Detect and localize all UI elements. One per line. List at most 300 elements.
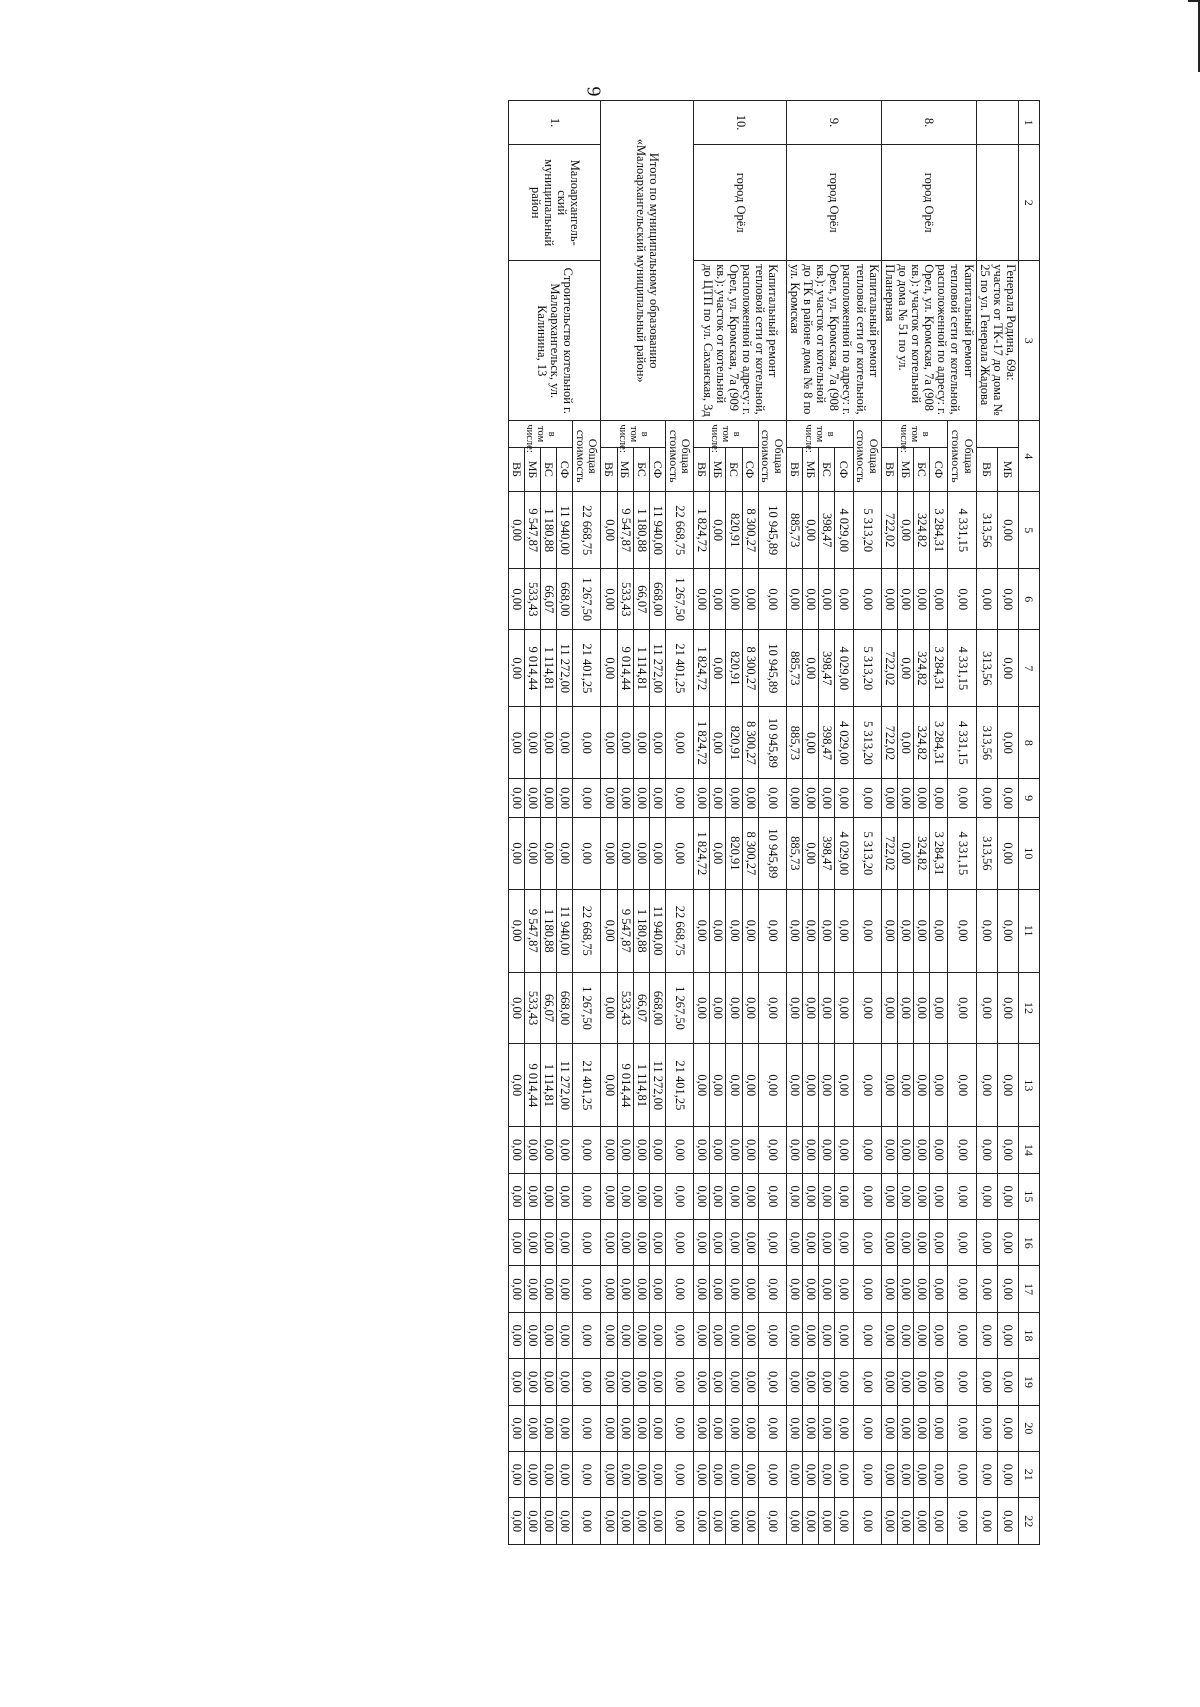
row16-cell7: 0,00 — [710, 817, 726, 889]
row23-cell21: 0,00 — [573, 1452, 601, 1498]
header-col-8: 8 — [1019, 707, 1040, 779]
row25-cell7: 0,00 — [541, 817, 557, 889]
row2-cell9: 0,00 — [976, 972, 997, 1044]
row11-cell10: 0,00 — [803, 1044, 819, 1127]
row27-cell10: 0,00 — [508, 1044, 524, 1127]
row20-cell16: 0,00 — [633, 1359, 649, 1405]
row15-cell15: 0,00 — [726, 1312, 742, 1358]
row2-cell12: 0,00 — [976, 1173, 997, 1219]
row18-cell9: 22 668,75 — [666, 889, 694, 972]
row10-cell1: БС — [819, 447, 835, 491]
row24-cell8: 0,00 — [557, 817, 573, 889]
row6-cell19: 0,00 — [897, 1498, 913, 1545]
row1-cell14: 0,00 — [997, 1044, 1018, 1127]
row8-cell7: 5 313,20 — [853, 630, 881, 707]
row23-cell16: 0,00 — [573, 1220, 601, 1266]
row20-cell3: 66,07 — [633, 569, 649, 630]
row23-cell15: 0,00 — [573, 1173, 601, 1219]
row21-cell12: 0,00 — [617, 1173, 633, 1219]
row7-cell9: 0,00 — [881, 972, 897, 1044]
row20-cell17: 0,00 — [633, 1405, 649, 1451]
row20-cell18: 0,00 — [633, 1452, 649, 1498]
header-col-16: 16 — [1019, 1220, 1040, 1266]
header-col-6: 6 — [1019, 569, 1040, 630]
row7-cell3: 0,00 — [881, 569, 897, 630]
row17-cell12: 0,00 — [694, 1173, 710, 1219]
row5-cell4: 324,82 — [914, 630, 930, 707]
row6-cell8: 0,00 — [897, 889, 913, 972]
row23-cell9: 0,00 — [573, 779, 601, 818]
row4-cell3: 3 284,31 — [930, 492, 948, 569]
row18-cell2: Общая стоимость — [666, 421, 694, 492]
row27-cell11: 0,00 — [508, 1127, 524, 1173]
row2-cell8: 0,00 — [976, 889, 997, 972]
row12-cell15: 0,00 — [786, 1312, 802, 1358]
row20-cell7: 0,00 — [633, 817, 649, 889]
row6-cell2: 0,00 — [897, 492, 913, 569]
row16-cell2: 0,00 — [710, 492, 726, 569]
row11-cell18: 0,00 — [803, 1452, 819, 1498]
row13-cell17: 0,00 — [758, 1266, 786, 1312]
row7-cell19: 0,00 — [881, 1498, 897, 1545]
row9-cell4: 0,00 — [835, 569, 853, 630]
row9-cell16: 0,00 — [835, 1312, 853, 1358]
row8-cell1: 9. — [786, 101, 881, 145]
row3-cell4: Общая стоимость — [948, 421, 976, 492]
row18-cell1: Итого по муниципальному образованию «Малоархангельский муниципальный район» — [601, 101, 694, 421]
row3-cell16: 0,00 — [948, 1220, 976, 1266]
row2-cell11: 0,00 — [976, 1127, 997, 1173]
row23-cell2: Малоархангель-ский муниципальный район — [508, 145, 601, 261]
row26-cell5: 0,00 — [524, 707, 540, 779]
row27-cell19: 0,00 — [508, 1498, 524, 1545]
row16-cell8: 0,00 — [710, 889, 726, 972]
row11-cell12: 0,00 — [803, 1173, 819, 1219]
row20-cell14: 0,00 — [633, 1266, 649, 1312]
row12-cell19: 0,00 — [786, 1498, 802, 1545]
row11-cell4: 0,00 — [803, 630, 819, 707]
row17-cell10: 0,00 — [694, 1044, 710, 1127]
row9-cell12: 0,00 — [835, 1127, 853, 1173]
row26-cell12: 0,00 — [524, 1173, 540, 1219]
row4-cell12: 0,00 — [930, 1127, 948, 1173]
row22-cell3: 0,00 — [601, 569, 617, 630]
row3-cell11: 0,00 — [948, 889, 976, 972]
row10-cell9: 0,00 — [819, 972, 835, 1044]
row9-cell18: 0,00 — [835, 1405, 853, 1451]
row13-cell11: 0,00 — [758, 889, 786, 972]
row9-cell19: 0,00 — [835, 1452, 853, 1498]
row17-cell6: 0,00 — [694, 779, 710, 818]
header-col-19: 19 — [1019, 1359, 1040, 1405]
row22-cell10: 0,00 — [601, 1044, 617, 1127]
row24-cell2: СФ — [557, 447, 573, 491]
row18-cell14: 0,00 — [666, 1220, 694, 1266]
row3-cell5: 4 331,15 — [948, 492, 976, 569]
row14-cell12: 0,00 — [742, 1127, 758, 1173]
row24-cell19: 0,00 — [557, 1452, 573, 1498]
row12-cell7: 885,73 — [786, 817, 802, 889]
row22-cell2: 0,00 — [601, 492, 617, 569]
row1-cell13: 0,00 — [997, 972, 1018, 1044]
table-row — [758, 101, 786, 1545]
row16-cell1: МБ — [710, 447, 726, 491]
row22-cell16: 0,00 — [601, 1359, 617, 1405]
row27-cell16: 0,00 — [508, 1359, 524, 1405]
row2-cell18: 0,00 — [976, 1452, 997, 1498]
row15-cell18: 0,00 — [726, 1452, 742, 1498]
row22-cell14: 0,00 — [601, 1266, 617, 1312]
row27-cell3: 0,00 — [508, 569, 524, 630]
row13-cell3: Капитальный ремонт тепловой сети от котельной, расположенной по адресу: г. Орел, ул. Кромская, 7а (909 кв.): участок от котельной до ЦТП по ул. Саханская, 3д — [694, 261, 787, 421]
row25-cell15: 0,00 — [541, 1312, 557, 1358]
row17-cell9: 0,00 — [694, 972, 710, 1044]
row23-cell3: Строительство котельной г. Малоархангельск, ул. Калинина, 13 — [508, 261, 601, 421]
row13-cell5: 10 945,89 — [758, 492, 786, 569]
row22-cell8: 0,00 — [601, 889, 617, 972]
row19-cell14: 0,00 — [649, 1220, 665, 1266]
row11-cell17: 0,00 — [803, 1405, 819, 1451]
row10-cell5: 398,47 — [819, 707, 835, 779]
row2-cell17: 0,00 — [976, 1405, 997, 1451]
row7-cell8: 0,00 — [881, 889, 897, 972]
row3-cell2: город Орёл — [881, 145, 976, 261]
row11-cell6: 0,00 — [803, 779, 819, 818]
row4-cell5: 3 284,31 — [930, 630, 948, 707]
row9-cell7: 0,00 — [835, 779, 853, 818]
row19-cell17: 0,00 — [649, 1359, 665, 1405]
row7-cell15: 0,00 — [881, 1312, 897, 1358]
row25-cell8: 1 180,88 — [541, 889, 557, 972]
row18-cell16: 0,00 — [666, 1312, 694, 1358]
row12-cell13: 0,00 — [786, 1220, 802, 1266]
row21-cell15: 0,00 — [617, 1312, 633, 1358]
row16-cell4: 0,00 — [710, 630, 726, 707]
row2-cell19: 0,00 — [976, 1498, 997, 1545]
row21-cell18: 0,00 — [617, 1452, 633, 1498]
row26-cell3: 533,43 — [524, 569, 540, 630]
row19-cell10: 668,00 — [649, 972, 665, 1044]
row6-cell5: 0,00 — [897, 707, 913, 779]
row1-cell8: 0,00 — [997, 630, 1018, 707]
row25-cell5: 0,00 — [541, 707, 557, 779]
row14-cell9: 0,00 — [742, 889, 758, 972]
row5-cell9: 0,00 — [914, 972, 930, 1044]
row6-cell12: 0,00 — [897, 1173, 913, 1219]
row4-cell10: 0,00 — [930, 972, 948, 1044]
row16-cell9: 0,00 — [710, 972, 726, 1044]
row16-cell12: 0,00 — [710, 1173, 726, 1219]
row25-cell1: БС — [541, 447, 557, 491]
row25-cell12: 0,00 — [541, 1173, 557, 1219]
row12-cell12: 0,00 — [786, 1173, 802, 1219]
row26-cell16: 0,00 — [524, 1359, 540, 1405]
row25-cell11: 0,00 — [541, 1127, 557, 1173]
row14-cell14: 0,00 — [742, 1220, 758, 1266]
row4-cell9: 0,00 — [930, 889, 948, 972]
row10-cell10: 0,00 — [819, 1044, 835, 1127]
row10-cell6: 0,00 — [819, 779, 835, 818]
row7-cell14: 0,00 — [881, 1266, 897, 1312]
row7-cell16: 0,00 — [881, 1359, 897, 1405]
row22-cell19: 0,00 — [601, 1498, 617, 1545]
row21-cell9: 533,43 — [617, 972, 633, 1044]
row26-cell18: 0,00 — [524, 1452, 540, 1498]
row1-cell19: 0,00 — [997, 1312, 1018, 1358]
row10-cell2: 398,47 — [819, 492, 835, 569]
row11-cell1: МБ — [803, 447, 819, 491]
row21-cell13: 0,00 — [617, 1220, 633, 1266]
row3-cell7: 4 331,15 — [948, 630, 976, 707]
row9-cell14: 0,00 — [835, 1220, 853, 1266]
row10-cell7: 398,47 — [819, 817, 835, 889]
header-col-2: 2 — [1019, 145, 1040, 261]
row8-cell20: 0,00 — [853, 1405, 881, 1451]
row19-cell3: 11 940,00 — [649, 492, 665, 569]
row27-cell13: 0,00 — [508, 1220, 524, 1266]
row27-cell17: 0,00 — [508, 1405, 524, 1451]
row16-cell15: 0,00 — [710, 1312, 726, 1358]
row3-cell17: 0,00 — [948, 1266, 976, 1312]
row27-cell12: 0,00 — [508, 1173, 524, 1219]
row3-cell3: Капитальный ремонт тепловой сети от котельной, расположенной по адресу: г. Орел, ул. Кромская, 7а (908 кв.): участок от котельной до дома № 51 по ул. Планерная — [881, 261, 976, 421]
row2-cell14: 0,00 — [976, 1266, 997, 1312]
row19-cell9: 11 940,00 — [649, 889, 665, 972]
row17-cell17: 0,00 — [694, 1405, 710, 1451]
row8-cell13: 0,00 — [853, 1044, 881, 1127]
row15-cell11: 0,00 — [726, 1127, 742, 1173]
row26-cell1: МБ — [524, 447, 540, 491]
row7-cell18: 0,00 — [881, 1452, 897, 1498]
row23-cell4: Общая стоимость — [573, 421, 601, 492]
row1-cell10: 0,00 — [997, 779, 1018, 818]
row6-cell10: 0,00 — [897, 1044, 913, 1127]
row1-cell20: 0,00 — [997, 1359, 1018, 1405]
row24-cell9: 11 940,00 — [557, 889, 573, 972]
row12-cell9: 0,00 — [786, 972, 802, 1044]
row21-cell11: 0,00 — [617, 1127, 633, 1173]
row17-cell5: 1 824,72 — [694, 707, 710, 779]
row27-cell1: ВБ — [508, 447, 524, 491]
row21-cell1: МБ — [617, 447, 633, 491]
row10-cell14: 0,00 — [819, 1266, 835, 1312]
row12-cell10: 0,00 — [786, 1044, 802, 1127]
row6-cell14: 0,00 — [897, 1266, 913, 1312]
row8-cell16: 0,00 — [853, 1220, 881, 1266]
row9-cell15: 0,00 — [835, 1266, 853, 1312]
row22-cell7: 0,00 — [601, 817, 617, 889]
row14-cell2: СФ — [742, 447, 758, 491]
row27-cell9: 0,00 — [508, 972, 524, 1044]
row27-cell4: 0,00 — [508, 630, 524, 707]
row24-cell3: 11 940,00 — [557, 492, 573, 569]
row8-cell17: 0,00 — [853, 1266, 881, 1312]
row22-cell18: 0,00 — [601, 1452, 617, 1498]
row3-cell14: 0,00 — [948, 1127, 976, 1173]
row21-cell16: 0,00 — [617, 1359, 633, 1405]
row27-cell15: 0,00 — [508, 1312, 524, 1358]
row3-cell20: 0,00 — [948, 1405, 976, 1451]
row4-cell7: 0,00 — [930, 779, 948, 818]
header-col-22: 22 — [1019, 1498, 1040, 1545]
row23-cell18: 0,00 — [573, 1312, 601, 1358]
row5-cell12: 0,00 — [914, 1173, 930, 1219]
row6-cell9: 0,00 — [897, 972, 913, 1044]
row1-cell22: 0,00 — [997, 1452, 1018, 1498]
row10-cell13: 0,00 — [819, 1220, 835, 1266]
row12-cell14: 0,00 — [786, 1266, 802, 1312]
row15-cell3: 0,00 — [726, 569, 742, 630]
row25-cell6: 0,00 — [541, 779, 557, 818]
row24-cell18: 0,00 — [557, 1405, 573, 1451]
row20-cell1: БС — [633, 447, 649, 491]
row19-cell5: 11 272,00 — [649, 630, 665, 707]
row15-cell5: 820,91 — [726, 707, 742, 779]
row2-cell5: 313,56 — [976, 707, 997, 779]
row10-cell17: 0,00 — [819, 1405, 835, 1451]
row8-cell21: 0,00 — [853, 1452, 881, 1498]
row19-cell7: 0,00 — [649, 779, 665, 818]
row9-cell11: 0,00 — [835, 1044, 853, 1127]
row13-cell14: 0,00 — [758, 1127, 786, 1173]
row17-cell8: 0,00 — [694, 889, 710, 972]
row6-cell1: МБ — [897, 447, 913, 491]
row7-cell17: 0,00 — [881, 1405, 897, 1451]
header-col-4: 4 — [1019, 421, 1040, 492]
row17-cell4: 1 824,72 — [694, 630, 710, 707]
row13-cell22: 0,00 — [758, 1498, 786, 1545]
row3-cell12: 0,00 — [948, 972, 976, 1044]
row17-cell15: 0,00 — [694, 1312, 710, 1358]
row5-cell17: 0,00 — [914, 1405, 930, 1451]
row6-cell13: 0,00 — [897, 1220, 913, 1266]
row6-cell6: 0,00 — [897, 779, 913, 818]
row15-cell9: 0,00 — [726, 972, 742, 1044]
row14-cell18: 0,00 — [742, 1405, 758, 1451]
row11-cell7: 0,00 — [803, 817, 819, 889]
row7-cell11: 0,00 — [881, 1127, 897, 1173]
row22-cell17: 0,00 — [601, 1405, 617, 1451]
row5-cell14: 0,00 — [914, 1266, 930, 1312]
row4-cell20: 0,00 — [930, 1498, 948, 1545]
row21-cell10: 9 014,44 — [617, 1044, 633, 1127]
row1-cell12: 0,00 — [997, 889, 1018, 972]
row21-cell3: 533,43 — [617, 569, 633, 630]
rotated-table-sheet — [140, 100, 1040, 1545]
row4-cell17: 0,00 — [930, 1359, 948, 1405]
row17-cell11: 0,00 — [694, 1127, 710, 1173]
row22-cell11: 0,00 — [601, 1127, 617, 1173]
row14-cell11: 0,00 — [742, 1044, 758, 1127]
row11-cell16: 0,00 — [803, 1359, 819, 1405]
row26-cell13: 0,00 — [524, 1220, 540, 1266]
row8-cell18: 0,00 — [853, 1312, 881, 1358]
row14-cell4: 0,00 — [742, 569, 758, 630]
header-number-row — [1019, 101, 1040, 1545]
row13-cell4: Общая стоимость — [758, 421, 786, 492]
row25-cell13: 0,00 — [541, 1220, 557, 1266]
row14-cell7: 0,00 — [742, 779, 758, 818]
row14-cell17: 0,00 — [742, 1359, 758, 1405]
row26-cell14: 0,00 — [524, 1266, 540, 1312]
row8-cell4: Общая стоимость — [853, 421, 881, 492]
row24-cell16: 0,00 — [557, 1312, 573, 1358]
row20-cell10: 1 114,81 — [633, 1044, 649, 1127]
row18-cell10: 1 267,50 — [666, 972, 694, 1044]
row12-cell16: 0,00 — [786, 1359, 802, 1405]
row11-cell19: 0,00 — [803, 1498, 819, 1545]
row15-cell14: 0,00 — [726, 1266, 742, 1312]
row6-cell18: 0,00 — [897, 1452, 913, 1498]
row2-cell16: 0,00 — [976, 1359, 997, 1405]
row15-cell8: 0,00 — [726, 889, 742, 972]
page-number: 6 — [583, 86, 606, 97]
row7-cell12: 0,00 — [881, 1173, 897, 1219]
row17-cell16: 0,00 — [694, 1359, 710, 1405]
row17-cell7: 1 824,72 — [694, 817, 710, 889]
row24-cell14: 0,00 — [557, 1220, 573, 1266]
row4-cell4: 0,00 — [930, 569, 948, 630]
row26-cell10: 9 014,44 — [524, 1044, 540, 1127]
row19-cell13: 0,00 — [649, 1173, 665, 1219]
row5-cell5: 324,82 — [914, 707, 930, 779]
row16-cell16: 0,00 — [710, 1359, 726, 1405]
row3-cell19: 0,00 — [948, 1359, 976, 1405]
header-col-9: 9 — [1019, 779, 1040, 818]
row15-cell7: 820,91 — [726, 817, 742, 889]
row18-cell12: 0,00 — [666, 1127, 694, 1173]
row12-cell1: ВБ — [786, 447, 802, 491]
row4-cell19: 0,00 — [930, 1452, 948, 1498]
row21-cell6: 0,00 — [617, 779, 633, 818]
row12-cell6: 0,00 — [786, 779, 802, 818]
row19-cell6: 0,00 — [649, 707, 665, 779]
row5-cell10: 0,00 — [914, 1044, 930, 1127]
row11-cell14: 0,00 — [803, 1266, 819, 1312]
row19-cell8: 0,00 — [649, 817, 665, 889]
row8-cell9: 0,00 — [853, 779, 881, 818]
row23-cell19: 0,00 — [573, 1359, 601, 1405]
row9-cell5: 4 029,00 — [835, 630, 853, 707]
row3-cell22: 0,00 — [948, 1498, 976, 1545]
row18-cell17: 0,00 — [666, 1359, 694, 1405]
row11-cell11: 0,00 — [803, 1127, 819, 1173]
row20-cell13: 0,00 — [633, 1220, 649, 1266]
row4-cell18: 0,00 — [930, 1405, 948, 1451]
row7-cell10: 0,00 — [881, 1044, 897, 1127]
row1-cell4 — [976, 421, 1018, 448]
row17-cell13: 0,00 — [694, 1220, 710, 1266]
row22-cell13: 0,00 — [601, 1220, 617, 1266]
row20-cell12: 0,00 — [633, 1173, 649, 1219]
row16-cell10: 0,00 — [710, 1044, 726, 1127]
row18-cell13: 0,00 — [666, 1173, 694, 1219]
row1-cell21: 0,00 — [997, 1405, 1018, 1451]
row9-cell20: 0,00 — [835, 1498, 853, 1545]
header-col-3: 3 — [1019, 261, 1040, 421]
row8-cell3: Капитальный ремонт тепловой сети от котельной, расположенной по адресу: г. Орел, ул. Кромская, 7а (908 кв.): участок от котельной до ТК в районе дома № 8 по ул. Кромская — [786, 261, 881, 421]
row20-cell8: 1 180,88 — [633, 889, 649, 972]
row20-cell9: 66,07 — [633, 972, 649, 1044]
row14-cell3: 8 300,27 — [742, 492, 758, 569]
row25-cell3: 66,07 — [541, 569, 557, 630]
row20-cell2: 1 180,88 — [633, 492, 649, 569]
row7-cell7: 722,02 — [881, 817, 897, 889]
row13-cell7: 10 945,89 — [758, 630, 786, 707]
row25-cell16: 0,00 — [541, 1359, 557, 1405]
row14-cell6: 8 300,27 — [742, 707, 758, 779]
row26-cell8: 9 547,87 — [524, 889, 540, 972]
